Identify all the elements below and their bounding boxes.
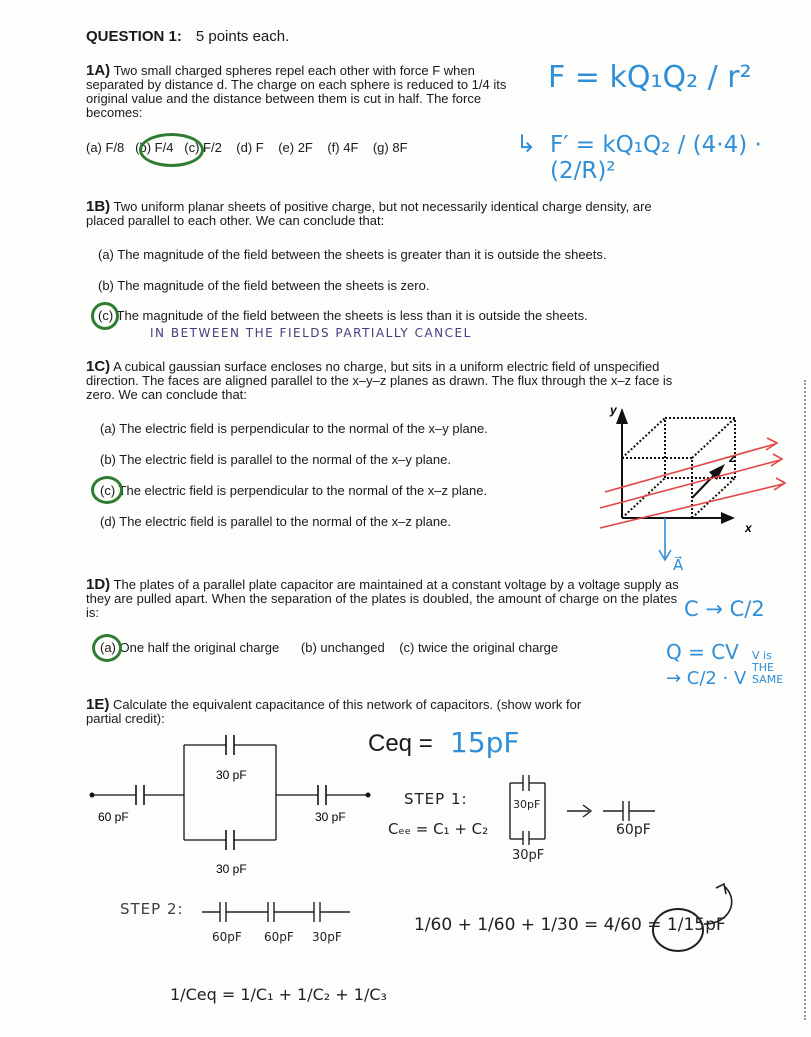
q1d-options (100, 640, 558, 655)
y-axis-arrowhead (616, 408, 628, 424)
q1d-label: 1D) (86, 576, 111, 593)
q1d-answer-circle (92, 634, 122, 662)
step2-series-lines (202, 902, 350, 922)
q1c-opt-c[interactable]: (c) The electric field is perpendicular to the normal of the x–z plane. (100, 483, 488, 498)
step2-label: STEP 2: (120, 900, 184, 918)
q1a-label: 1A) (86, 62, 111, 79)
q1e-text (86, 698, 586, 726)
q1d-hw-c: C → C/2 (684, 597, 765, 621)
cap-right-label: 30 pF (315, 810, 346, 824)
step1-c2: 30pF (512, 848, 545, 863)
q1e-label: 1E) (86, 696, 110, 713)
q1b-opt-b[interactable]: (b) The magnitude of the field between the sheets is zero. (98, 278, 430, 293)
q1b-text (86, 200, 686, 228)
area-vector-label: A⃗ (673, 557, 684, 574)
q1b-opt-c[interactable]: (c) The magnitude of the field between the sheets is less than it is outside the sheets. (98, 308, 588, 323)
final-answer-arrow (690, 880, 750, 940)
capacitor-network (86, 735, 386, 885)
q1b-hw-note: IN BETWEEN THE FIELDS PARTIALLY CANCEL (150, 326, 472, 340)
cap-bottom-label: 30 pF (216, 862, 247, 876)
q1a-opt-b[interactable]: (b) F/4 (135, 140, 174, 155)
q1d-hw-q: Q = CV (666, 640, 739, 664)
q1c-answer-circle (91, 476, 123, 504)
q1d-hw-q2: → C/2 · V (666, 668, 747, 689)
q1a-hw-arrow: ↳ (516, 130, 537, 158)
q1c-text (86, 360, 696, 402)
q1a-options (86, 140, 408, 155)
z-axis-label: z (729, 451, 735, 465)
question-header (86, 28, 289, 45)
q1b-body: Two uniform planar sheets of positive charge, but not necessarily identical charge density, are placed parallel to each other. We can conclude that: (86, 199, 652, 228)
ceq-label: Ceq = (368, 730, 433, 757)
q1a-opt-a[interactable]: (a) F/8 (86, 140, 125, 155)
q1a-opt-e[interactable]: (e) 2F (278, 140, 313, 155)
x-axis-arrowhead (721, 512, 735, 524)
q1a-hw-formula: F = kQ₁Q₂ / r² (548, 60, 752, 95)
x-axis-label: x (745, 521, 752, 535)
cap-top-label: 30 pF (216, 768, 247, 782)
final-arrow-curve (704, 886, 732, 924)
q1a-hw-formula2: F′ = kQ₁Q₂ / (4·4) · (2/R)² (550, 132, 762, 184)
y-axis-label: y (610, 403, 617, 417)
q1e-body: Calculate the equivalent capacitance of this network of capacitors. (show work for partial credit): (86, 697, 582, 726)
q1b-label: 1B) (86, 198, 111, 215)
step1-c1: 30pF (513, 798, 541, 811)
q1a-body: Two small charged spheres repel each other with force F when separated by distance d. The charge on each sphere is reduced to 1/4 its original value and the distance between them is cut in half. The force becomes: (86, 63, 507, 120)
step2-cap-3: 30pF (312, 930, 342, 944)
q1c-opt-d[interactable]: (d) The electric field is parallel to the normal of the x–z plane. (100, 514, 451, 529)
q1a-answer-circle (139, 133, 204, 167)
q1d-opt-a[interactable]: (a) One half the original charge (100, 640, 280, 655)
question-points: 5 points each. (195, 28, 290, 45)
q1a-opt-c[interactable]: (c) F/2 (184, 140, 222, 155)
step1-label: STEP 1: (404, 790, 468, 808)
step1-formula: Cₑₑ = C₁ + C₂ (388, 820, 489, 838)
step2-sum: 1/60 + 1/60 + 1/30 = 4/60 = 1/15pF (414, 915, 726, 935)
q1c-body: A cubical gaussian surface encloses no charge, but sits in a uniform electric field of unspecified direction. The faces are aligned parallel to the x–y–z planes as drawn. The flux through the x–z face is zero. We can conclude that: (86, 359, 673, 402)
step2-cap-2: 60pF (264, 930, 294, 944)
q1c-label: 1C) (86, 358, 111, 375)
q1b-opt-a[interactable]: (a) The magnitude of the field between the sheets is greater than it is outside the sheets. (98, 247, 607, 262)
area-vector (659, 518, 671, 560)
ceq-value: 15pF (450, 726, 520, 759)
q1a-opt-f[interactable]: (f) 4F (327, 140, 359, 155)
step1-result: 60pF (616, 822, 651, 838)
q1d-opt-b[interactable]: (b) unchanged (300, 640, 385, 655)
terminal-left (90, 793, 95, 798)
step2-series-sketch (200, 898, 360, 926)
step2-formula: 1/Ceq = 1/C₁ + 1/C₂ + 1/C₃ (170, 985, 387, 1004)
q1d-opt-c[interactable]: (c) twice the original charge (399, 640, 559, 655)
capacitor-plates (136, 735, 326, 850)
cap-left-label: 60 pF (98, 810, 129, 824)
question-title: QUESTION 1: (86, 28, 182, 45)
page-edge-dots (804, 380, 811, 1020)
q1d-body: The plates of a parallel plate capacitor are maintained at a constant voltage by a voltage supply as they are pulled apart. When the separation of the plates is doubled, the amount of charge on the plates is: (86, 577, 679, 620)
terminal-right (366, 793, 371, 798)
final-arrow-head (716, 884, 726, 894)
q1d-hw-v: V is THE SAME (752, 649, 784, 686)
q1c-cube-diagram (595, 400, 795, 575)
step2-cap-1: 60pF (212, 930, 242, 944)
q1b-answer-circle (91, 302, 119, 330)
q1c-opt-b[interactable]: (b) The electric field is parallel to the normal of the x–y plane. (100, 452, 451, 467)
q1a-opt-g[interactable]: (g) 8F (372, 140, 408, 155)
q1c-opt-a[interactable]: (a) The electric field is perpendicular to the normal of the x–y plane. (100, 421, 488, 436)
q1a-text (86, 64, 526, 120)
q1d-text (86, 578, 686, 620)
q1a-opt-d[interactable]: (d) F (236, 140, 264, 155)
